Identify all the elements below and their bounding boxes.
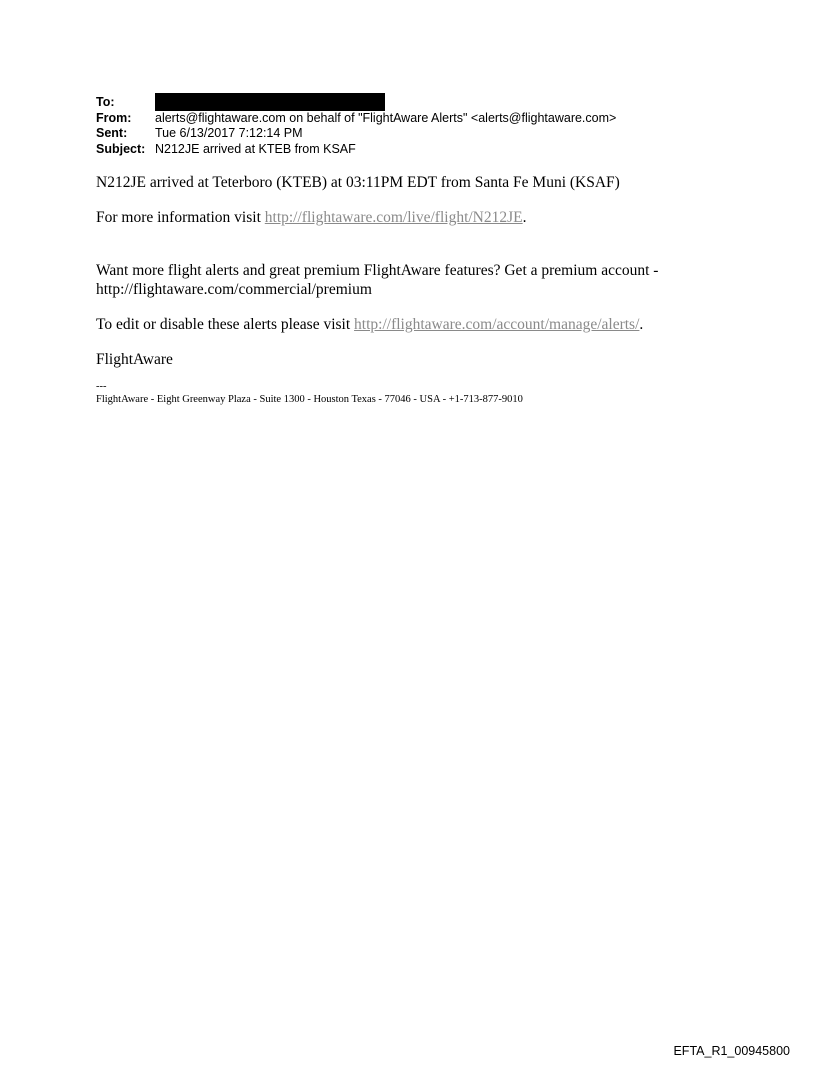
subject-label: Subject: xyxy=(96,141,146,156)
header-row-to xyxy=(96,95,616,111)
sent-value: Tue 6/13/2017 7:12:14 PM xyxy=(155,126,303,141)
header-row-from xyxy=(96,111,616,126)
email-header xyxy=(96,95,616,157)
to-label: To: xyxy=(96,95,115,109)
to-value xyxy=(155,95,385,111)
signature-divider: --- xyxy=(96,381,107,392)
sent-label: Sent: xyxy=(96,126,128,141)
flight-tracking-link[interactable]: http://flightaware.com/live/flight/N212JE xyxy=(264,208,523,226)
manage-alerts-paragraph xyxy=(96,316,756,335)
premium-text-line1: Want more flight alerts and great premium FlightAware features? Get a premium account - xyxy=(96,262,659,279)
info-prefix-text: For more information visit xyxy=(96,208,265,226)
arrival-text: N212JE arrived at Teterboro (KTEB) at 03:11PM EDT from Santa Fe Muni (KSAF) xyxy=(96,174,620,191)
redacted-recipient-bar xyxy=(155,93,385,111)
alerts-prefix-text: To edit or disable these alerts please visit xyxy=(96,316,355,333)
header-row-subject xyxy=(96,142,616,157)
premium-url-text: http://flightaware.com/commercial/premium xyxy=(96,280,372,298)
bates-number: EFTA_R1_00945800 xyxy=(673,1044,790,1058)
email-body xyxy=(96,174,756,406)
info-suffix-text: . xyxy=(522,208,527,226)
info-paragraph xyxy=(96,209,756,228)
manage-alerts-link[interactable]: http://flightaware.com/account/manage/alerts/ xyxy=(354,316,640,333)
subject-value: N212JE arrived at KTEB from KSAF xyxy=(155,141,356,156)
alerts-suffix-text: . xyxy=(639,316,644,333)
from-value: alerts@flightaware.com on behalf of "FlightAware Alerts" <alerts@flightaware.com> xyxy=(155,111,617,125)
premium-paragraph xyxy=(96,262,756,299)
from-label: From: xyxy=(96,111,132,125)
signature-footer xyxy=(96,380,756,406)
signature-text: FlightAware xyxy=(96,350,173,368)
header-row-sent xyxy=(96,126,616,141)
company-address-line: FlightAware - Eight Greenway Plaza - Suite 1300 - Houston Texas - 77046 - USA - +1-713-877-9010 xyxy=(96,394,523,405)
